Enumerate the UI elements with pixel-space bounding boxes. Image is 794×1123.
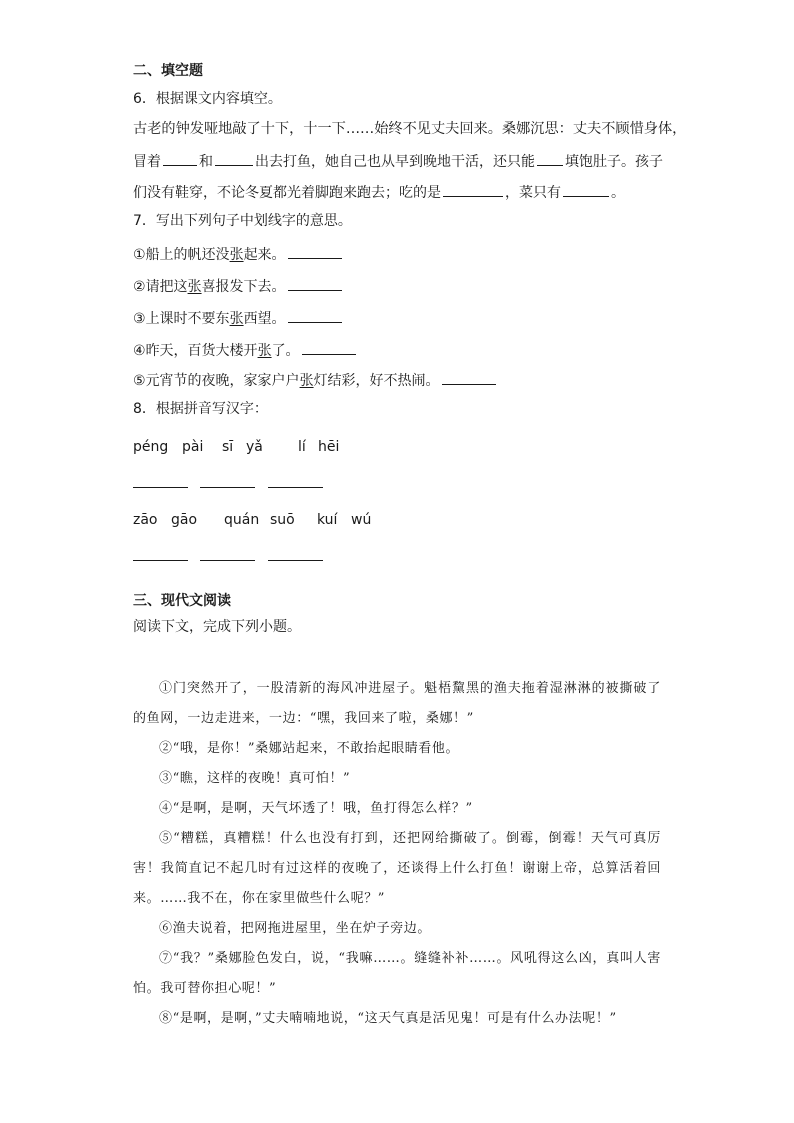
passage-paragraph: ⑧“是啊，是啊，”丈夫喃喃地说，“这天气真是活见鬼！可是有什么办法呢！”	[159, 1011, 617, 1026]
item-number: ⑤	[133, 373, 146, 389]
answer-blank[interactable]	[268, 487, 323, 488]
item-number: ①	[133, 247, 146, 263]
passage-paragraph: ③“瞧，这样的夜晚！真可怕！”	[159, 771, 351, 786]
q6-text: 们没有鞋穿，不论冬夏都光着脚跑来跑去；吃的是	[133, 185, 441, 201]
passage-paragraph: ⑤“糟糕，真糟糕！什么也没有打到，还把网给撕破了。倒霉，倒霉！天气可真厉害！我简直记不起几时有过这样的夜晚了，还谈得上什么打鱼！谢谢上帝，总算活着回来。……我不在，你在家里做些什么呢？”	[133, 831, 661, 906]
q6-text: 填饱肚子。孩子	[565, 154, 663, 170]
passage-paragraph: ⑥渔夫说着，把网拖进屋里，坐在炉子旁边。	[159, 921, 432, 936]
underlined-char: 张	[257, 343, 272, 359]
underlined-char: 张	[229, 311, 244, 327]
item-number: ③	[133, 311, 146, 327]
q7-item-5	[133, 372, 498, 388]
pinyin: péng	[133, 439, 169, 455]
underlined-char: 张	[299, 373, 314, 389]
item-text: 请把这	[145, 279, 188, 295]
answer-blank[interactable]	[563, 184, 609, 197]
q7-item-4	[133, 342, 358, 358]
q6-text-line-1: 古老的钟发哑地敲了十下，十一下……始终不见丈夫回来。桑娜沉思：丈夫不顾惜身体，	[133, 121, 687, 137]
pinyin: kuí	[317, 512, 338, 528]
pinyin: sī	[222, 439, 234, 455]
q7-item-2	[133, 278, 344, 294]
item-text: 灯结彩，好不热闹。	[313, 373, 440, 389]
passage-paragraph: ⑦“我？”桑娜脸色发白，说，“我嘛……。缝缝补补……。风吼得这么凶，真叫人害怕。我可替你担心呢！”	[133, 951, 661, 996]
question-7-prompt: 7．写出下列句子中划线字的意思。	[133, 213, 352, 229]
answer-blank[interactable]	[133, 560, 188, 561]
answer-blank[interactable]	[288, 278, 342, 291]
pinyin: wú	[351, 512, 372, 528]
answer-blank[interactable]	[443, 184, 503, 197]
q6-text: 和	[199, 154, 213, 170]
answer-blank[interactable]	[288, 310, 342, 323]
passage-paragraph: ①门突然开了，一股清新的海风冲进屋子。魁梧黧黑的渔夫拖着湿淋淋的被撕破了的鱼网，一边走进来，一边：“嘿，我回来了啦，桑娜！”	[133, 681, 661, 726]
section-heading-fill-blank: 二、填空题	[133, 63, 203, 79]
q6-text: 冒着	[133, 154, 161, 170]
question-6-prompt: 6．根据课文内容填空。	[133, 91, 282, 107]
pinyin: yǎ	[246, 439, 263, 455]
pinyin: hēi	[318, 439, 340, 455]
passage-paragraph: ②“哦，是你！”桑娜站起来，不敢抬起眼睛看他。	[159, 741, 460, 756]
item-text: 起来。	[243, 247, 286, 263]
q6-text-line-3	[133, 184, 625, 200]
section-heading-reading: 三、现代文阅读	[133, 593, 231, 609]
answer-blank[interactable]	[288, 246, 342, 259]
answer-blank[interactable]	[200, 560, 255, 561]
q6-text: ，菜只有	[505, 185, 561, 201]
answer-blank[interactable]	[200, 487, 255, 488]
reading-instruction: 阅读下文，完成下列小题。	[133, 619, 301, 635]
item-text: 船上的帆还没	[145, 247, 230, 263]
answer-blank[interactable]	[302, 342, 356, 355]
item-text: 喜报发下去。	[201, 279, 286, 295]
q7-item-3	[133, 310, 344, 326]
item-text: 西望。	[243, 311, 286, 327]
answer-blank[interactable]	[442, 372, 496, 385]
item-text: 了。	[271, 343, 300, 359]
item-text: 元宵节的夜晚，家家户户	[145, 373, 300, 389]
q6-text-line-2	[133, 153, 663, 169]
passage-paragraph: ④“是啊，是啊，天气坏透了！哦，鱼打得怎么样？”	[159, 801, 473, 816]
item-number: ②	[133, 279, 146, 295]
answer-blank[interactable]	[268, 560, 323, 561]
item-text: 昨天，百货大楼开	[145, 343, 258, 359]
reading-passage	[133, 674, 661, 1034]
pinyin: quán	[224, 512, 260, 528]
q6-text: 。	[611, 185, 625, 201]
item-text: 上课时不要东	[145, 311, 230, 327]
pinyin: gāo	[171, 512, 198, 528]
item-number: ④	[133, 343, 146, 359]
underlined-char: 张	[229, 247, 244, 263]
pinyin: lí	[298, 439, 306, 455]
answer-blank[interactable]	[133, 487, 188, 488]
q7-item-1	[133, 246, 344, 262]
pinyin: zāo	[133, 512, 158, 528]
question-8-prompt: 8．根据拼音写汉字：	[133, 401, 268, 417]
q6-text: 出去打鱼，她自己也从早到晚地干活，还只能	[255, 154, 535, 170]
answer-blank[interactable]	[537, 153, 563, 166]
pinyin: pài	[182, 439, 204, 455]
pinyin: suō	[270, 512, 295, 528]
answer-blank[interactable]	[163, 153, 197, 166]
underlined-char: 张	[187, 279, 202, 295]
answer-blank[interactable]	[215, 153, 253, 166]
